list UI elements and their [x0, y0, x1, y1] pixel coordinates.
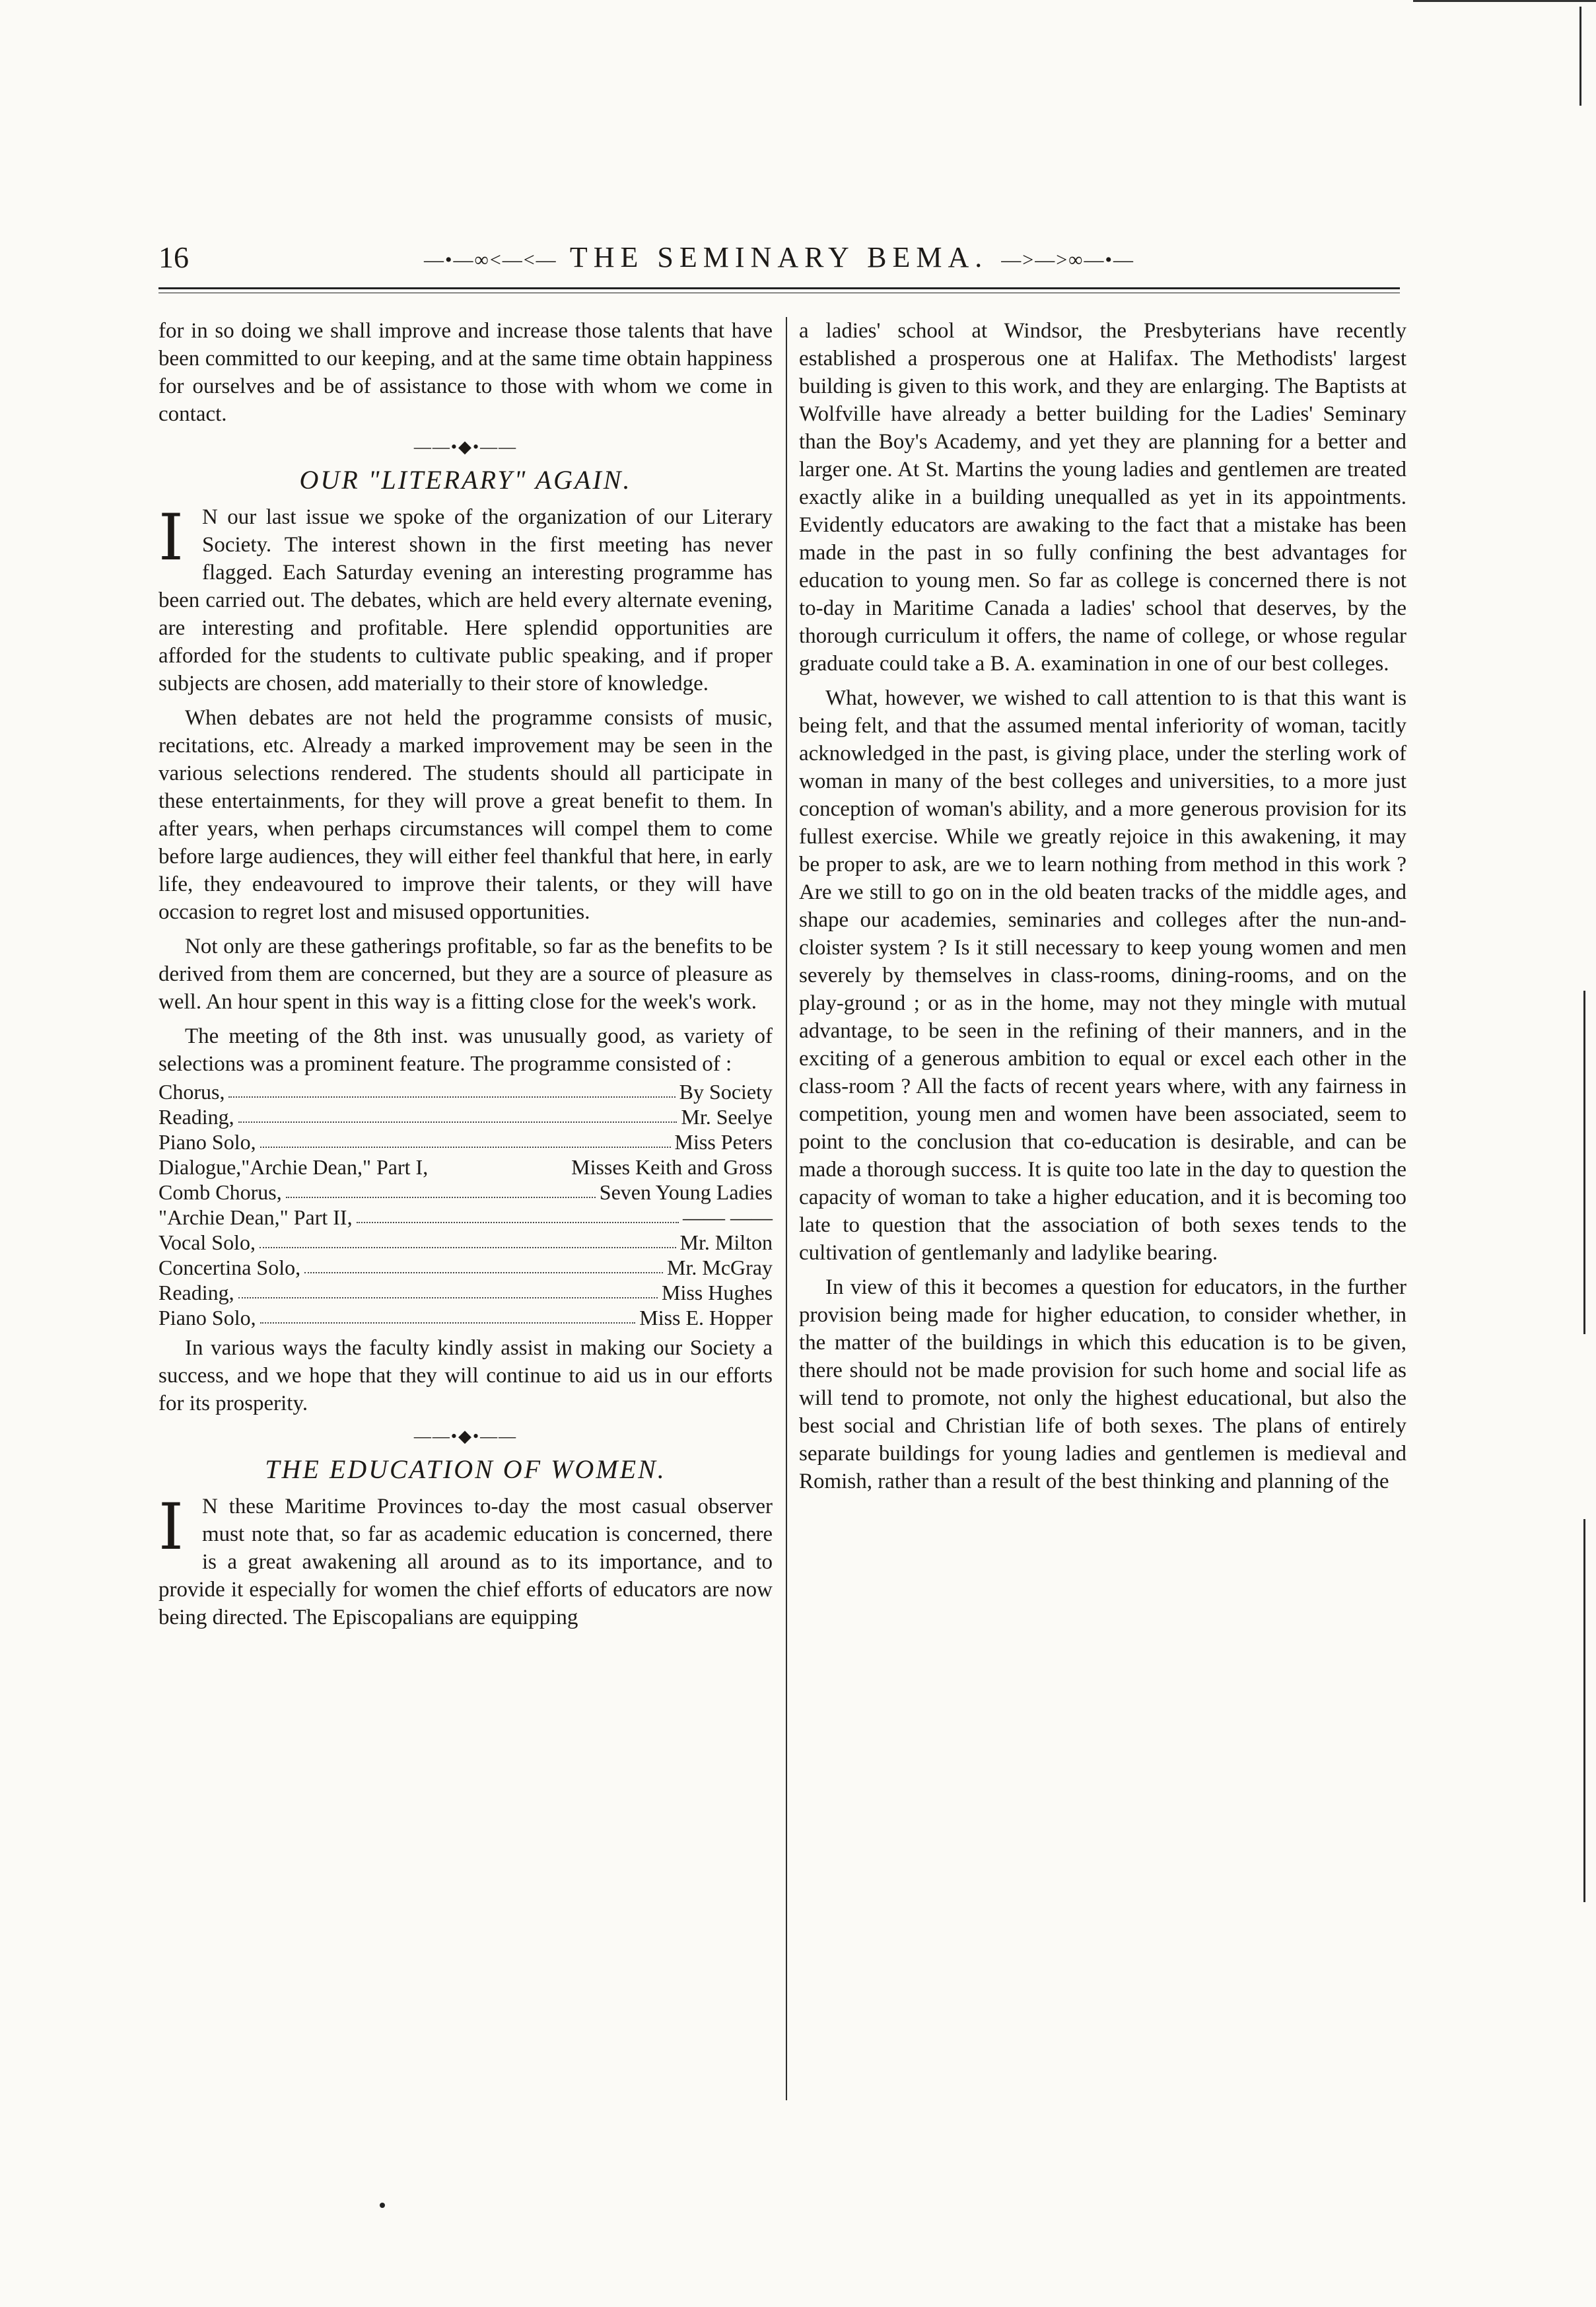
programme-item: Comb Chorus, Seven Young Ladies [158, 1180, 773, 1204]
section-separator: ——•◆•—— [413, 437, 518, 456]
page-edge-mark [1583, 1519, 1585, 1902]
programme-item: Piano Solo, Miss Peters [158, 1130, 773, 1154]
paragraph: In view of this it becomes a question for educators, in the further provision being made for higher education, to consider whether, in the matter of the buildings in which this education is to be given, there should not be made provision for such home and social life as will tend to promote, not only the highest educational, but also the best social and Christian life of both sexes. The plans of entirely separate buildings for young ladies and gentlemen is medieval and Romish, rather than a result of the best thinking and planning of the [799, 1275, 1406, 1493]
header-rule [158, 287, 1400, 289]
paragraph: Not only are these gatherings profitable, so far as the benefits to be derived from them are concerned, but they are a source of pleasure as well. An hour spent in this way is a fitting close for the week's work. [158, 935, 773, 1014]
drop-cap: I [158, 1490, 184, 1564]
stray-ink-dot [380, 2203, 385, 2208]
paragraph: When debates are not held the programme consists of music, recitations, etc. Already a marked improvement may be seen in the various selections rendered. The students should all participate in these entertainments, for they will prove a great benefit to them. In after years, when perhaps circumstances will compel them to come before large audiences, they will either feel thankful that here, in early life, they endeavoured to improve their talents, or they will have occasion to regret lost and misused opportunities. [158, 706, 773, 924]
masthead [158, 238, 1400, 280]
right-column [799, 317, 1406, 1502]
programme-item: Dialogue,"Archie Dean," Part I, Misses Keith and Gross [158, 1155, 773, 1179]
left-column [158, 317, 773, 1638]
journal-title: THE SEMINARY BEMA. [569, 241, 989, 273]
page-edge-mark [1583, 991, 1585, 1334]
drop-cap: I [158, 501, 184, 575]
paragraph: a ladies' school at Windsor, the Presbyterians have recently established a prosperous one at Halifax. The Methodists' largest building is given to this work, and they are enlarging. The Baptists at Wolfville have already a better building for the Ladies' Seminary than the Boy's Academy, and yet they are planning for a better and larger one. At St. Martins the young ladies and gentlemen are treated exactly alike in a building unequalled as yet in its appointments. Evidently educators are awaking to the fact that a mistake has been made in the past in so fully confining the best advantages for education to young men. So far as college is concerned there is not to-day in Maritime Canada a ladies' school that deserves, by the thorough curriculum it offers, the name of college, or whose regular graduate could take a B. A. examination in one of our best colleges. [799, 319, 1406, 676]
page-edge-mark [1579, 7, 1581, 106]
programme-item: "Archie Dean," Part II, —— —— [158, 1205, 773, 1229]
paragraph: I N these Maritime Provinces to-day the most casual observer must note that, so far as academic education is concerned, there is a great awakening all around as to its importance, and to provide it especially for women the chief efforts of educators are now being directed. The Episcopalians are equipping [158, 1490, 773, 1629]
paragraph: I N our last issue we spoke of the organization of our Literary Society. The interest shown in the first meeting has never flagged. Each Saturday evening an interesting programme has been carried out. The debates, which are held every alternate evening, are interesting and profitable. Here splendid opportunities are afforded for the students to cultivate public speaking, and if proper subjects are chosen, add materially to their store of knowledge. [158, 501, 773, 695]
paragraph: What, however, we wished to call attention to is that this want is being felt, and that the assumed mental inferiority of woman, tacitly acknowledged in the past, is giving place, under the sterling work of woman in many of the best colleges and universities, to a more just conception of woman's ability, and a more generous provision for its fullest exercise. While we greatly rejoice in this awakening, it may be proper to ask, are we to learn nothing from method in this work ? Are we still to go on in the old beaten tracks of the middle ages, and shape our academies, seminaries and colleges after the nun-and-cloister system ? Is it still necessary to keep young women and men severely by themselves in class-rooms, dining-rooms, and on the play-ground ; or as in the home, may not they mingle with mutual advantage, to be seen in the refining of their manners, and in the exciting of a generous ambition to equal or excel each other in the class-room ? All the facts of recent years where, with any fairness in competition, young men and women have been associated, seem to point to the conclusion that co-education is desirable, and can be made a thorough success. It is quite too late in the day to question the capacity of woman to take a higher education, and it is becoming too late to question that the association of both sexes tends to the cultivation of gentlemanly and ladylike bearing. [799, 686, 1406, 1265]
ornament-left: —•—∞<—<— [423, 248, 557, 271]
section-title-education: THE EDUCATION OF WOMEN. [265, 1454, 666, 1484]
programme-item: Reading, Mr. Seelye [158, 1105, 773, 1129]
paragraph: The meeting of the 8th inst. was unusually good, as variety of selections was a prominent feature. The programme consisted of : [158, 1024, 773, 1076]
ornament-right: —>—>∞—•— [1001, 248, 1135, 271]
programme-item: Reading, Miss Hughes [158, 1281, 773, 1304]
programme-item: Piano Solo, Miss E. Hopper [158, 1306, 773, 1330]
page-header [158, 238, 1400, 277]
section-separator: ——•◆•—— [413, 1427, 518, 1446]
programme-item: Concertina Solo, Mr. McGray [158, 1256, 773, 1279]
top-edge-rule [1413, 0, 1596, 2]
section-title-literary: OUR "LITERARY" AGAIN. [299, 465, 632, 495]
programme-item: Chorus, By Society [158, 1080, 773, 1104]
intro-paragraph: for in so doing we shall improve and increase those talents that have been committed to our keeping, and at the same time obtain happiness for ourselves and be of assistance to those with whom we come in contact. [158, 319, 773, 426]
paragraph: In various ways the faculty kindly assist in making our Society a success, and we hope that they will continue to aid us in our efforts for its prosperity. [158, 1336, 773, 1415]
programme-list [158, 1079, 773, 1330]
column-divider [786, 317, 787, 2100]
page-number: 16 [158, 240, 189, 274]
programme-item: Vocal Solo, Mr. Milton [158, 1230, 773, 1254]
